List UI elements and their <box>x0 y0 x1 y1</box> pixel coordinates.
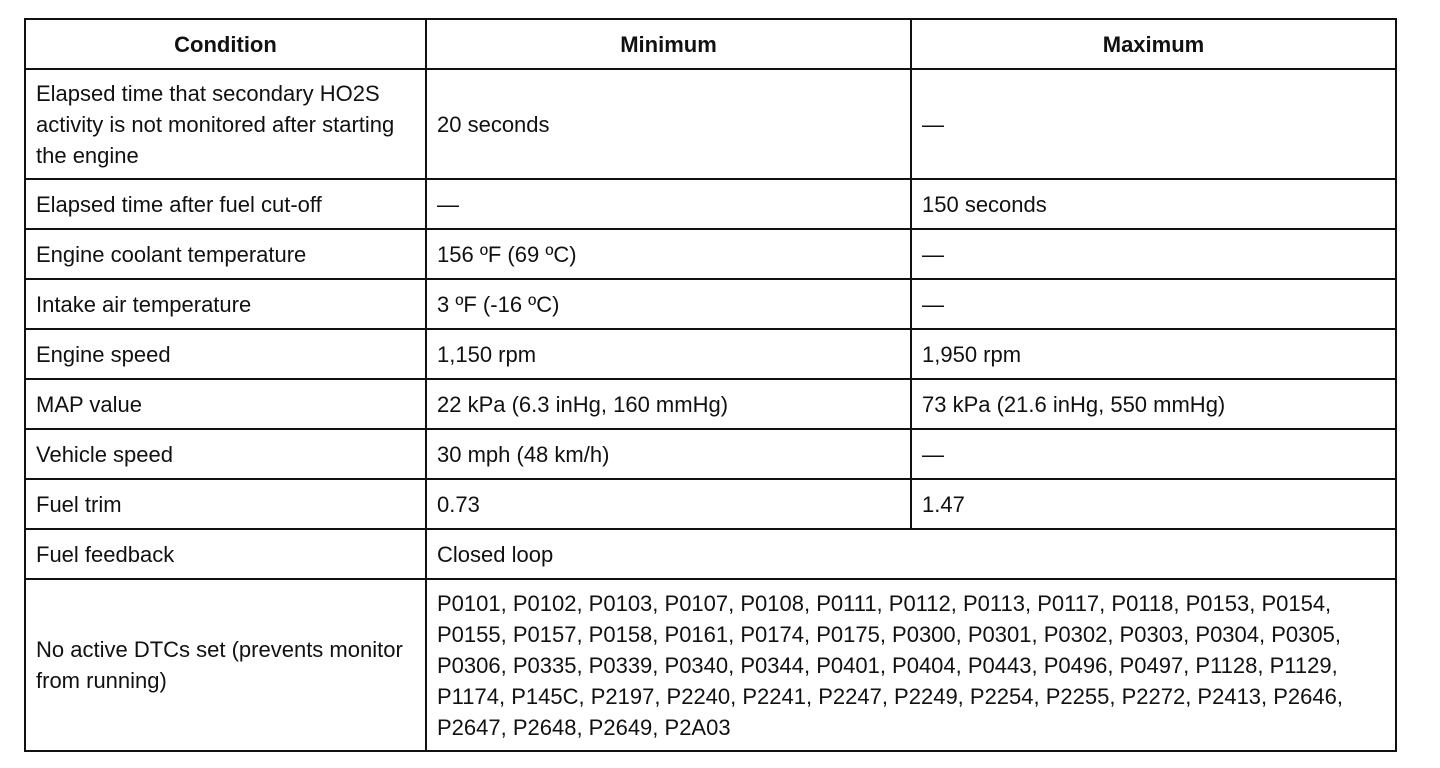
maximum-cell: 1,950 rpm <box>911 329 1396 379</box>
table-header-row <box>25 19 1396 69</box>
condition-cell: Elapsed time that secondary HO2S activity is not monitored after starting the engine <box>25 69 426 179</box>
header-maximum: Maximum <box>911 19 1396 69</box>
monitor-conditions-table <box>24 18 1397 752</box>
maximum-cell: — <box>911 429 1396 479</box>
condition-cell: Intake air temperature <box>25 279 426 329</box>
table-row <box>25 69 1396 179</box>
header-minimum: Minimum <box>426 19 911 69</box>
condition-cell: No active DTCs set (prevents monitor from running) <box>25 579 426 751</box>
minimum-cell: 0.73 <box>426 479 911 529</box>
table-row <box>25 329 1396 379</box>
header-condition: Condition <box>25 19 426 69</box>
minimum-cell: 156 ºF (69 ºC) <box>426 229 911 279</box>
condition-cell: Engine speed <box>25 329 426 379</box>
table-row <box>25 379 1396 429</box>
merged-value-cell: Closed loop <box>426 529 1396 579</box>
table-row <box>25 429 1396 479</box>
minimum-cell: 3 ºF (-16 ºC) <box>426 279 911 329</box>
maximum-cell: — <box>911 279 1396 329</box>
maximum-cell: — <box>911 229 1396 279</box>
minimum-cell: — <box>426 179 911 229</box>
table-row <box>25 229 1396 279</box>
table-row <box>25 479 1396 529</box>
minimum-cell: 1,150 rpm <box>426 329 911 379</box>
table-row <box>25 529 1396 579</box>
minimum-cell: 22 kPa (6.3 inHg, 160 mmHg) <box>426 379 911 429</box>
maximum-cell: 150 seconds <box>911 179 1396 229</box>
minimum-cell: 30 mph (48 km/h) <box>426 429 911 479</box>
condition-cell: Elapsed time after fuel cut-off <box>25 179 426 229</box>
condition-cell: Engine coolant temperature <box>25 229 426 279</box>
minimum-cell: 20 seconds <box>426 69 911 179</box>
condition-cell: MAP value <box>25 379 426 429</box>
condition-cell: Fuel trim <box>25 479 426 529</box>
maximum-cell: 1.47 <box>911 479 1396 529</box>
condition-cell: Fuel feedback <box>25 529 426 579</box>
table-row <box>25 279 1396 329</box>
table-row <box>25 579 1396 751</box>
maximum-cell: 73 kPa (21.6 inHg, 550 mmHg) <box>911 379 1396 429</box>
condition-cell: Vehicle speed <box>25 429 426 479</box>
maximum-cell: — <box>911 69 1396 179</box>
dtc-list-cell: P0101, P0102, P0103, P0107, P0108, P0111, P0112, P0113, P0117, P0118, P0153, P0154, P0155, P0157, P0158, P0161, P0174, P0175, P0300, P0301, P0302, P0303, P0304, P0305, P0306, P0335, P0339, P0340, P0344, P0401, P0404, P0443, P0496, P0497, P1128, P1129, P1174, P145C, P2197, P2240, P2241, P2247, P2249, P2254, P2255, P2272, P2413, P2646, P2647, P2648, P2649, P2A03 <box>426 579 1396 751</box>
table-row <box>25 179 1396 229</box>
